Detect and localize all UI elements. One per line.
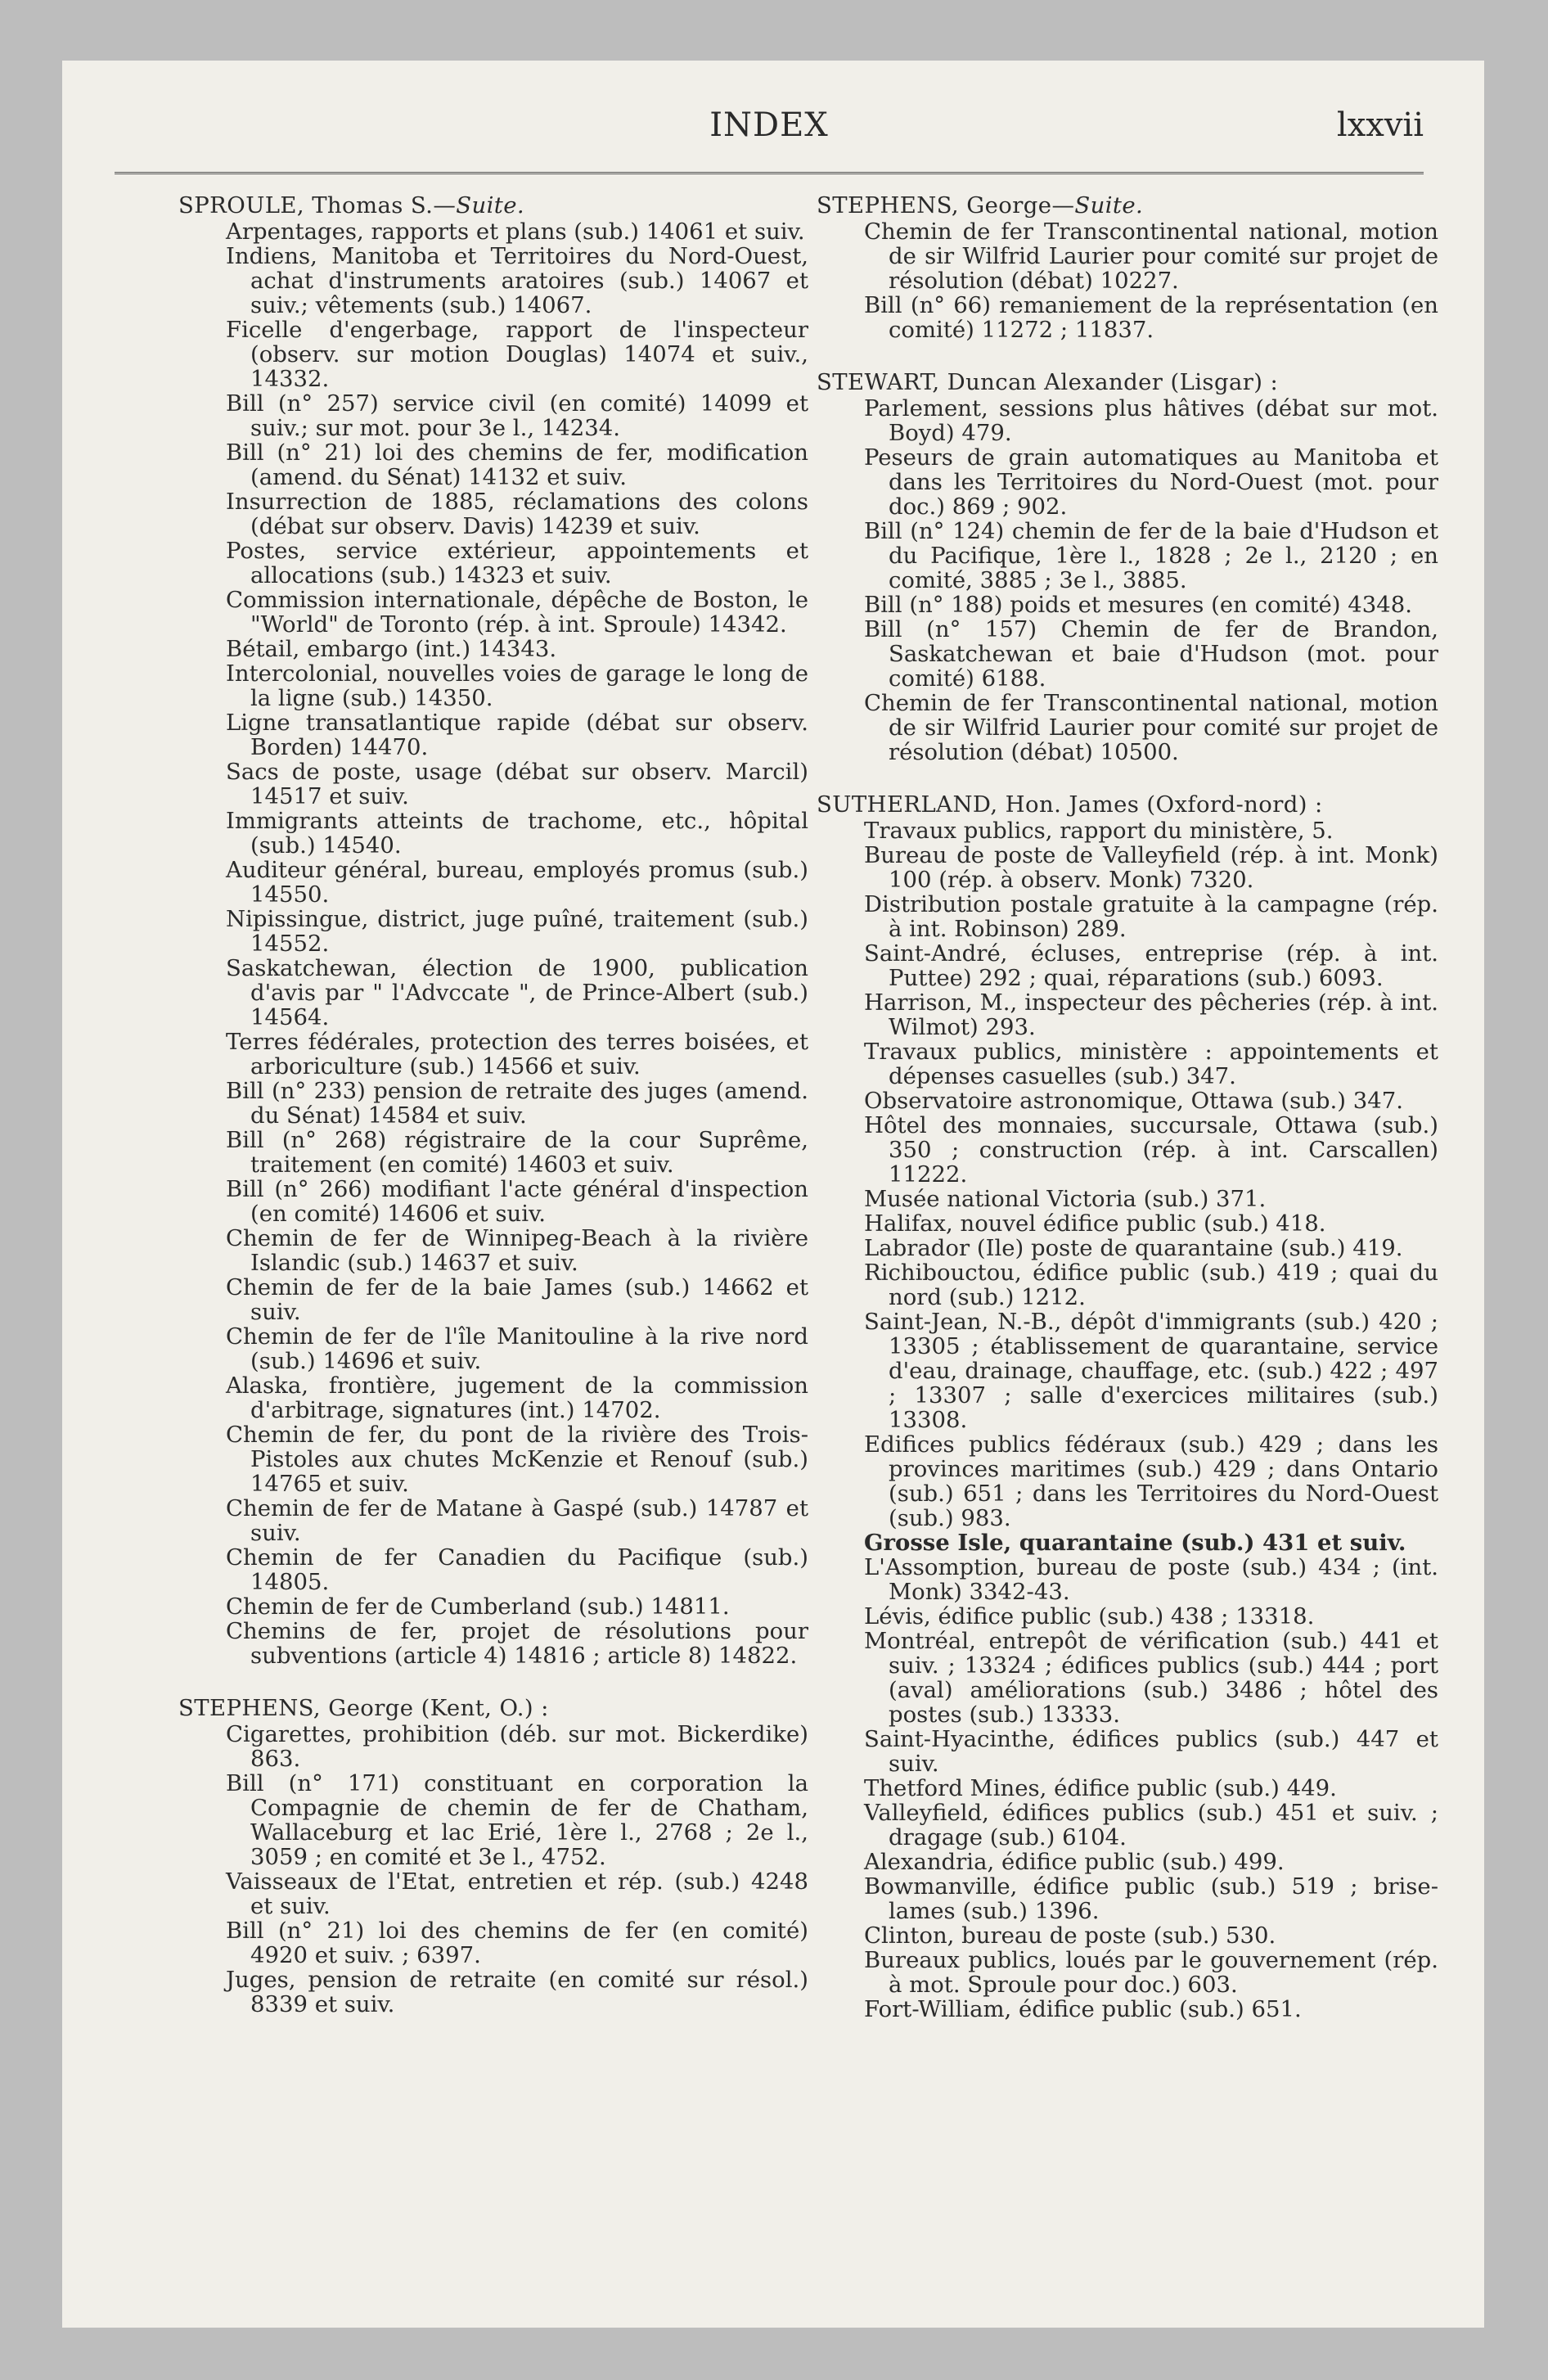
index-entry: Ligne transatlantique rapide (débat sur observ. Borden) 14470. <box>226 710 808 760</box>
index-entry: Bill (n° 66) remaniement de la représentation (en comité) 11272 ; 11837. <box>864 292 1438 343</box>
index-entry: Richibouctou, édifice public (sub.) 419 ; quai du nord (sub.) 1212. <box>864 1260 1438 1310</box>
header-rule <box>115 172 1424 174</box>
page-header <box>115 106 1424 164</box>
index-entry: Montréal, entrepôt de vérification (sub.) 441 et suiv. ; 13324 ; édifices publics (sub.) 444 ; port (aval) améliorations (sub.) 3486 ; hôtel des postes (sub.) 13333. <box>864 1628 1438 1728</box>
index-entry: Peseurs de grain automatiques au Manitoba et dans les Territoires du Nord-Ouest (mot. pour doc.) 869 ; 902. <box>864 444 1438 520</box>
index-entry: Valleyfield, édifices publics (sub.) 451 et suiv. ; dragage (sub.) 6104. <box>864 1800 1438 1850</box>
index-entry: Bétail, embargo (int.) 14343. <box>226 636 557 662</box>
right-column <box>817 193 1438 2049</box>
index-section <box>817 370 1438 764</box>
index-entry: Bureau de poste de Valleyfield (rép. à int. Monk) 100 (rép. à observ. Monk) 7320. <box>864 842 1438 893</box>
index-entry: Bill (n° 157) Chemin de fer de Brandon, Saskatchewan et baie d'Hudson (mot. pour comité) 6188. <box>864 616 1438 692</box>
index-entry: Hôtel des monnaies, succursale, Ottawa (sub.) 350 ; construction (rép. à int. Carscallen) 11222. <box>864 1112 1438 1188</box>
index-entry: Chemin de fer Transcontinental national, motion de sir Wilfrid Laurier pour comité sur projet de résolution (débat) 10227. <box>864 219 1438 294</box>
index-entry: Labrador (Ile) poste de quarantaine (sub.) 419. <box>864 1235 1403 1261</box>
index-section <box>178 1696 808 2017</box>
index-section <box>178 193 808 1668</box>
index-entry: Bill (n° 21) loi des chemins de fer (en comité) 4920 et suiv. ; 6397. <box>226 1918 808 1968</box>
index-section <box>817 193 1438 342</box>
index-entry: Travaux publics, rapport du ministère, 5. <box>864 818 1334 844</box>
index-entry: Juges, pension de retraite (en comité sur résol.) 8339 et suiv. <box>226 1967 808 2017</box>
section-suffix: Suite. <box>1074 192 1144 219</box>
index-entry: Chemin de fer, du pont de la rivière des Trois-Pistoles aux chutes McKenzie et Renouf (sub.) 14765 et suiv. <box>226 1422 808 1497</box>
section-heading <box>178 1696 808 1720</box>
section-name: STEPHENS, George— <box>817 192 1075 219</box>
page-title: INDEX <box>709 106 829 144</box>
index-entry: Postes, service extérieur, appointements et allocations (sub.) 14323 et suiv. <box>226 538 808 588</box>
index-entry: Cigarettes, prohibition (déb. sur mot. Bickerdike) 863. <box>226 1721 808 1772</box>
index-entry: Fort-William, édifice public (sub.) 651. <box>864 1996 1302 2022</box>
index-entry: Chemins de fer, projet de résolutions pour subventions (article 4) 14816 ; article 8) 14822. <box>226 1618 808 1669</box>
section-heading <box>817 792 1438 817</box>
index-entry: Saint-Jean, N.-B., dépôt d'immigrants (sub.) 420 ; 13305 ; établissement de quarantaine, service d'eau, drainage, chauffage, etc. (sub.) 422 ; 497 ; 13307 ; salle d'exercices militaires (sub.) 13308. <box>864 1309 1438 1433</box>
section-name: STEPHENS, George (Kent, O.) : <box>178 1695 549 1721</box>
index-entry: Grosse Isle, quarantaine (sub.) 431 et suiv. <box>864 1530 1406 1556</box>
index-entry: Travaux publics, ministère : appointements et dépenses casuelles (sub.) 347. <box>864 1039 1438 1089</box>
index-entry: Clinton, bureau de poste (sub.) 530. <box>864 1922 1276 1949</box>
index-entry: Edifices publics fédéraux (sub.) 429 ; dans les provinces maritimes (sub.) 429 ; dans Ontario (sub.) 651 ; dans les Territoires du Nord-Ouest (sub.) 983. <box>864 1431 1438 1531</box>
index-entry: Terres fédérales, protection des terres boisées, et arboriculture (sub.) 14566 et suiv. <box>226 1029 808 1080</box>
index-entry: Chemin de fer Transcontinental national, motion de sir Wilfrid Laurier pour comité sur projet de résolution (débat) 10500. <box>864 690 1438 765</box>
left-column <box>178 193 808 2044</box>
index-entry: L'Assomption, bureau de poste (sub.) 434 ; (int. Monk) 3342-43. <box>864 1554 1438 1605</box>
section-name: STEWART, Duncan Alexander (Lisgar) : <box>817 369 1279 395</box>
index-entry: Auditeur général, bureau, employés promus (sub.) 14550. <box>226 857 808 908</box>
index-entry: Bowmanville, édifice public (sub.) 519 ; brise-lames (sub.) 1396. <box>864 1873 1438 1924</box>
index-entry: Insurrection de 1885, réclamations des colons (débat sur observ. Davis) 14239 et suiv. <box>226 489 808 539</box>
index-entry: Immigrants atteints de trachome, etc., hôpital (sub.) 14540. <box>226 808 808 859</box>
index-entry: Bill (n° 171) constituant en corporation la Compagnie de chemin de fer de Chatham, Wallaceburg et lac Erié, 1ère l., 2768 ; 2e l., 3059 ; en comité et 3e l., 4752. <box>226 1770 808 1870</box>
index-entry: Parlement, sessions plus hâtives (débat sur mot. Boyd) 479. <box>864 395 1438 446</box>
section-heading <box>817 193 1438 218</box>
section-name: SPROULE, Thomas S.— <box>178 192 457 219</box>
index-entry: Indiens, Manitoba et Territoires du Nord-Ouest, achat d'instruments aratoires (sub.) 14067 et suiv.; vêtements (sub.) 14067. <box>226 243 808 318</box>
index-entry: Nipissingue, district, juge puîné, traitement (sub.) 14552. <box>226 906 808 957</box>
page-number: lxxvii <box>1336 106 1424 144</box>
index-entry: Halifax, nouvel édifice public (sub.) 418. <box>864 1210 1326 1237</box>
index-entry: Vaisseaux de l'Etat, entretien et rép. (sub.) 4248 et suiv. <box>226 1868 808 1919</box>
index-entry: Bill (n° 124) chemin de fer de la baie d'Hudson et du Pacifique, 1ère l., 1828 ; 2e l., 2120 ; en comité, 3885 ; 3e l., 3885. <box>864 518 1438 593</box>
index-entry: Bill (n° 268) régistraire de la cour Suprême, traitement (en comité) 14603 et suiv. <box>226 1127 808 1178</box>
index-entry: Distribution postale gratuite à la campagne (rép. à int. Robinson) 289. <box>864 891 1438 942</box>
index-entry: Alexandria, édifice public (sub.) 499. <box>864 1849 1285 1875</box>
index-entry: Chemin de fer de l'île Manitouline à la rive nord (sub.) 14696 et suiv. <box>226 1323 808 1374</box>
index-entry: Chemin de fer de Cumberland (sub.) 14811. <box>226 1593 730 1620</box>
index-entry: Bureaux publics, loués par le gouvernement (rép. à mot. Sproule pour doc.) 603. <box>864 1947 1438 1998</box>
index-entry: Chemin de fer de Winnipeg-Beach à la rivière Islandic (sub.) 14637 et suiv. <box>226 1225 808 1276</box>
index-entry: Bill (n° 257) service civil (en comité) 14099 et suiv.; sur mot. pour 3e l., 14234. <box>226 390 808 441</box>
index-entry: Arpentages, rapports et plans (sub.) 14061 et suiv. <box>226 219 805 245</box>
index-entry: Thetford Mines, édifice public (sub.) 449. <box>864 1775 1337 1801</box>
section-suffix: Suite. <box>456 192 525 219</box>
index-entry: Chemin de fer de Matane à Gaspé (sub.) 14787 et suiv. <box>226 1495 808 1546</box>
section-heading <box>817 370 1438 394</box>
index-entry: Commission internationale, dépêche de Boston, le "World" de Toronto (rép. à int. Sproule) 14342. <box>226 587 808 638</box>
index-entry: Musée national Victoria (sub.) 371. <box>864 1186 1267 1212</box>
index-entry: Chemin de fer Canadien du Pacifique (sub.) 14805. <box>226 1544 808 1595</box>
index-entry: Saskatchewan, élection de 1900, publication d'avis par " l'Advccate ", de Prince-Albert (sub.) 14564. <box>226 955 808 1030</box>
index-entry: Bill (n° 188) poids et mesures (en comité) 4348. <box>864 592 1412 618</box>
section-heading <box>178 193 808 218</box>
index-entry: Harrison, M., inspecteur des pêcheries (rép. à int. Wilmot) 293. <box>864 989 1438 1040</box>
index-entry: Ficelle d'engerbage, rapport de l'inspecteur (observ. sur motion Douglas) 14074 et suiv., 14332. <box>226 317 808 392</box>
index-entry: Intercolonial, nouvelles voies de garage le long de la ligne (sub.) 14350. <box>226 660 808 711</box>
index-entry: Saint-André, écluses, entreprise (rép. à int. Puttee) 292 ; quai, réparations (sub.) 6093. <box>864 940 1438 991</box>
index-entry: Observatoire astronomique, Ottawa (sub.) 347. <box>864 1088 1403 1114</box>
index-entry: Lévis, édifice public (sub.) 438 ; 13318. <box>864 1603 1315 1629</box>
index-entry: Saint-Hyacinthe, édifices publics (sub.) 447 et suiv. <box>864 1726 1438 1777</box>
section-name: SUTHERLAND, Hon. James (Oxford-nord) : <box>817 791 1323 818</box>
index-section <box>817 792 1438 2022</box>
index-entry: Alaska, frontière, jugement de la commission d'arbitrage, signatures (int.) 14702. <box>226 1373 808 1423</box>
index-entry: Bill (n° 233) pension de retraite des juges (amend. du Sénat) 14584 et suiv. <box>226 1078 808 1129</box>
index-entry: Bill (n° 21) loi des chemins de fer, modification (amend. du Sénat) 14132 et suiv. <box>226 439 808 490</box>
index-entry: Bill (n° 266) modifiant l'acte général d'inspection (en comité) 14606 et suiv. <box>226 1176 808 1227</box>
index-entry: Sacs de poste, usage (débat sur observ. Marcil) 14517 et suiv. <box>226 759 808 809</box>
index-entry: Chemin de fer de la baie James (sub.) 14662 et suiv. <box>226 1274 808 1325</box>
